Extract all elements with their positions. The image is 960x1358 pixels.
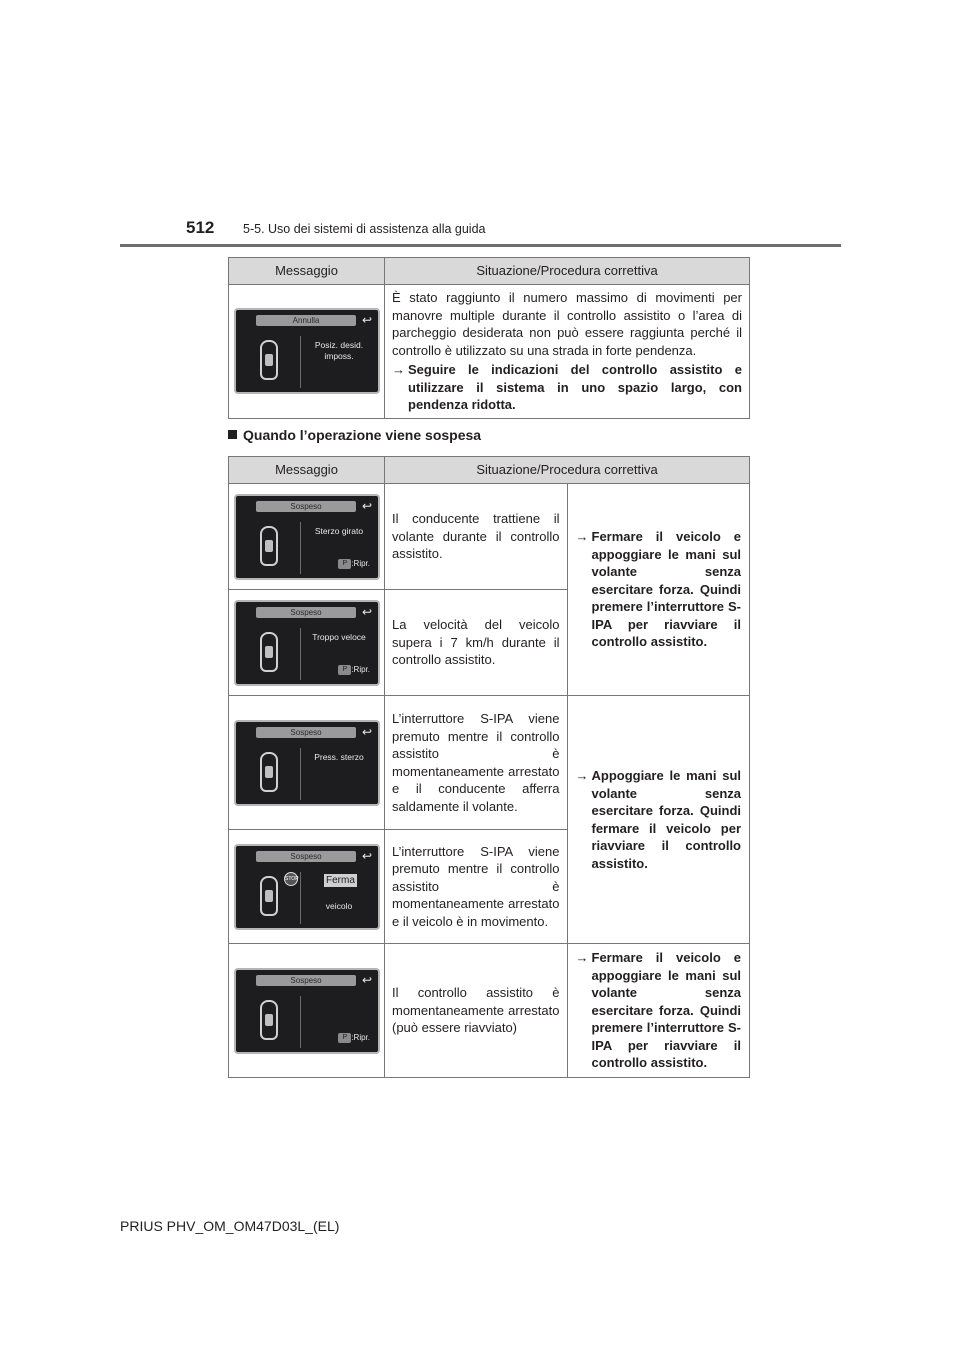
situation-text: È stato raggiunto il numero massimo di movimenti per manovre multiple durante il controllo assistito o l’area di parcheggio desiderata non può essere raggiunta perché il controllo è utilizzato su una strada in forte pendenza. [392, 290, 742, 358]
screen-divider [300, 628, 301, 680]
stop-icon: STOP [284, 872, 298, 886]
screen-message: Troppo veloce [312, 631, 366, 642]
action-cell [567, 944, 750, 1078]
situation-cell: L’interruttore S-IPA viene premuto mentre il controllo assistito è momentaneamente arrestato e il veicolo è in movimento. [385, 830, 568, 944]
action-text: Fermare il veicolo e appoggiare le mani sul volante senza esercitare forza. Quindi premere l’interruttore S-IPA per riavviare il controllo assistito. [591, 950, 741, 1071]
column-header-situation: Situazione/Procedura correttiva [385, 457, 750, 484]
arrow-icon: → [575, 529, 589, 545]
screen-status-bar: Sospeso [256, 501, 356, 512]
subheading [228, 427, 481, 443]
screen-message-veicolo: veicolo [325, 900, 353, 911]
subheading-text: Quando l’operazione viene sospesa [243, 427, 482, 443]
action-text: Fermare il veicolo e appoggiare le mani sul volante senza esercitare forza. Quindi premere l’interruttore S-IPA per riavviare il controllo assistito. [591, 529, 741, 650]
parking-switch-icon: P [338, 559, 351, 569]
screen-divider [300, 996, 301, 1048]
column-header-message: Messaggio [229, 457, 385, 484]
parking-switch-icon: P [338, 665, 351, 675]
message-cell [229, 590, 385, 696]
return-icon: ↩ [361, 848, 372, 863]
display-screen [234, 308, 380, 394]
screen-divider [300, 748, 301, 800]
car-icon [260, 340, 278, 380]
car-icon [260, 632, 278, 672]
page-number: 512 [186, 218, 215, 237]
situation-cell [385, 285, 750, 419]
display-screen [234, 600, 380, 686]
action-item [576, 949, 742, 1072]
message-table-1 [228, 257, 750, 419]
situation-cell: L’interruttore S-IPA viene premuto mentre il controllo assistito è momentaneamente arrestato e il conducente afferra saldamente il volante. [385, 696, 568, 830]
resume-indicator: P :Ripr. [338, 1029, 370, 1047]
screen-status-bar: Annulla [256, 315, 356, 326]
message-cell [229, 830, 385, 944]
column-header-situation: Situazione/Procedura correttiva [385, 258, 750, 285]
action-cell [567, 484, 750, 696]
car-icon [260, 526, 278, 566]
return-icon: ↩ [361, 604, 372, 619]
return-icon: ↩ [361, 313, 372, 328]
resume-indicator: P :Ripr. [338, 555, 370, 573]
screen-message: Posiz. desid. imposs. [314, 340, 364, 362]
car-icon [260, 876, 278, 916]
header-rule [120, 244, 841, 247]
display-screen [234, 494, 380, 580]
arrow-icon: → [575, 768, 589, 783]
arrow-icon: → [392, 362, 405, 377]
arrow-icon: → [575, 950, 589, 966]
screen-divider [300, 522, 301, 574]
display-screen [234, 968, 380, 1054]
square-bullet-icon [228, 430, 237, 439]
situation-cell: Il controllo assistito è momentaneamente arrestato (può essere riavviato) [385, 944, 568, 1078]
screen-message-ferma: Ferma [326, 874, 355, 886]
screen-status-bar: Sospeso [256, 851, 356, 862]
car-icon [260, 752, 278, 792]
footer-document-code: PRIUS PHV_OM_OM47D03L_(EL) [120, 1218, 340, 1234]
action-text: Seguire le indicazioni del controllo assistito e utilizzare il sistema in uno spazio largo, con pendenza ridotta. [408, 362, 742, 412]
display-screen [234, 720, 380, 806]
section-title: 5-5. Uso dei sistemi di assistenza alla guida [243, 222, 486, 236]
message-table-2 [228, 456, 750, 1078]
resume-indicator: P :Ripr. [338, 661, 370, 679]
screen-divider [300, 336, 301, 388]
screen-divider [300, 872, 301, 924]
return-icon: ↩ [361, 724, 372, 739]
message-cell [229, 484, 385, 590]
screen-status-bar: Sospeso [256, 975, 356, 986]
action-item [576, 767, 742, 872]
display-screen [234, 844, 380, 930]
screen-status-bar: Sospeso [256, 607, 356, 618]
situation-cell: Il conducente trattiene il volante durante il controllo assistito. [385, 484, 568, 590]
screen-message: Sterzo girato [314, 525, 364, 536]
message-cell [229, 696, 385, 830]
action-text: Appoggiare le mani sul volante senza esercitare forza. Quindi fermare il veicolo per riavviare il controllo assistito. [591, 768, 741, 871]
screen-message: Press. sterzo [314, 751, 364, 762]
column-header-message: Messaggio [229, 258, 385, 285]
action-item [392, 361, 742, 414]
message-cell [229, 944, 385, 1078]
action-item [576, 528, 742, 651]
car-icon [260, 1000, 278, 1040]
action-cell [567, 696, 750, 944]
situation-cell: La velocità del veicolo supera i 7 km/h durante il controllo assistito. [385, 590, 568, 696]
return-icon: ↩ [361, 972, 372, 987]
parking-switch-icon: P [338, 1033, 351, 1043]
message-cell [229, 285, 385, 419]
screen-status-bar: Sospeso [256, 727, 356, 738]
return-icon: ↩ [361, 498, 372, 513]
